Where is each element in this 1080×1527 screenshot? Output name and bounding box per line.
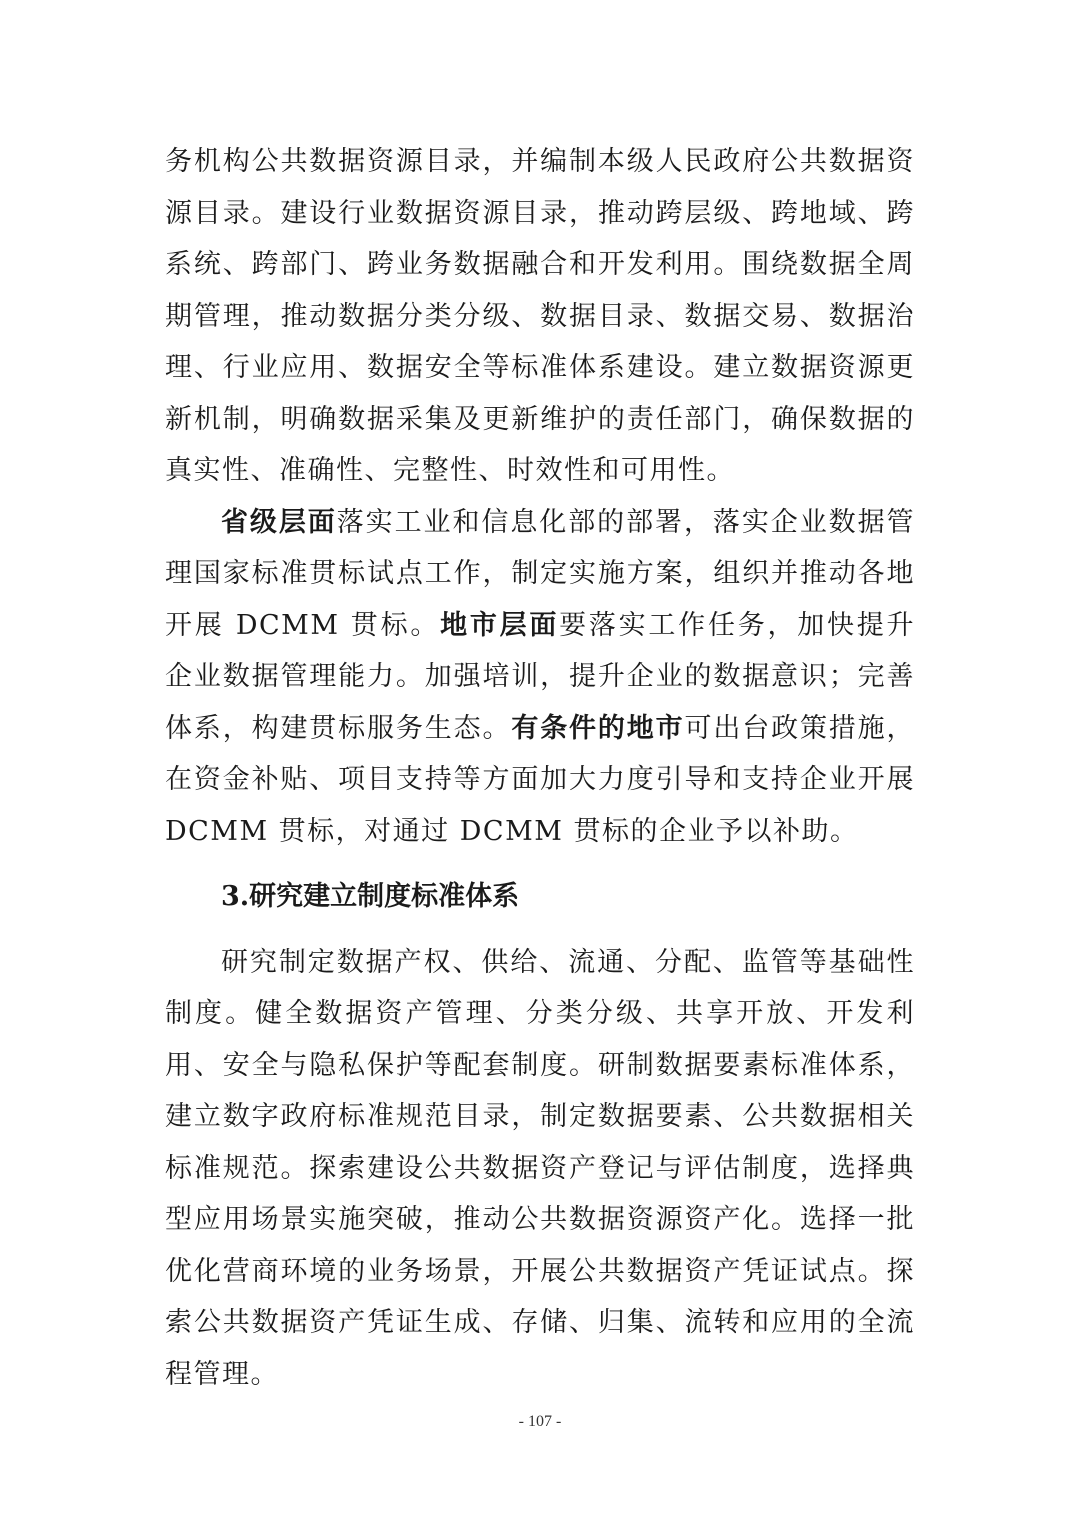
paragraph-1-text: 务机构公共数据资源目录，并编制本级人民政府公共数据资源目录。建设行业数据资源目录，推动跨层级、跨地域、跨系统、跨部门、跨业务数据融合和开发利用。围绕数据全周期管理，推动数据分类分级、数据目录、数据交易、数据治理、行业应用、数据安全等标准体系建设。建立数据资源更新机制，明确数据采集及更新维护的责任部门，确保数据的真实性、准确性、完整性、时效性和可用性。 — [165, 146, 915, 486]
paragraph-3-text: 研究制定数据产权、供给、流通、分配、监管等基础性制度。健全数据资产管理、分类分级、共享开放、开发利用、安全与隐私保护等配套制度。研制数据要素标准体系，建立数字政府标准规范目录，制定数据要素、公共数据相关标准规范。探索建设公共数据资产登记与评估制度，选择典型应用场景实施突破，推动公共数据资源资产化。选择一批优化营商环境的业务场景，开展公共数据资产凭证试点。探索公共数据资产凭证生成、存储、归集、流转和应用的全流程管理。 — [165, 946, 915, 1390]
page-content — [165, 136, 915, 1400]
paragraph-2 — [165, 497, 915, 858]
paragraph-1 — [165, 136, 915, 497]
page-number: - 107 - — [518, 1413, 562, 1430]
paragraph-2-text-1: 落实工业和信息化部的部署，落实企业数据管理国家标准贯标试点工作，制定实施方案，组织并推动各地开展 DCMM 贯标。 — [165, 506, 916, 641]
qualified-city-label: 有条件的地市 — [511, 712, 685, 744]
section-heading: 3.研究建立制度标准体系 — [221, 881, 520, 912]
city-level-label: 地市层面 — [440, 609, 560, 641]
paragraph-2-text-3: 可出台政策措施，在资金补贴、项目支持等方面加大力度引导和支持企业开展 DCMM 贯标，对通过 DCMM 贯标的企业予以补助。 — [165, 712, 916, 847]
paragraph-3 — [165, 937, 915, 1401]
paragraph-2-text-2: 要落实工作任务，加快提升企业数据管理能力。加强培训，提升企业的数据意识；完善体系，构建贯标服务生态。 — [165, 609, 916, 744]
provincial-level-label: 省级层面 — [221, 506, 337, 538]
